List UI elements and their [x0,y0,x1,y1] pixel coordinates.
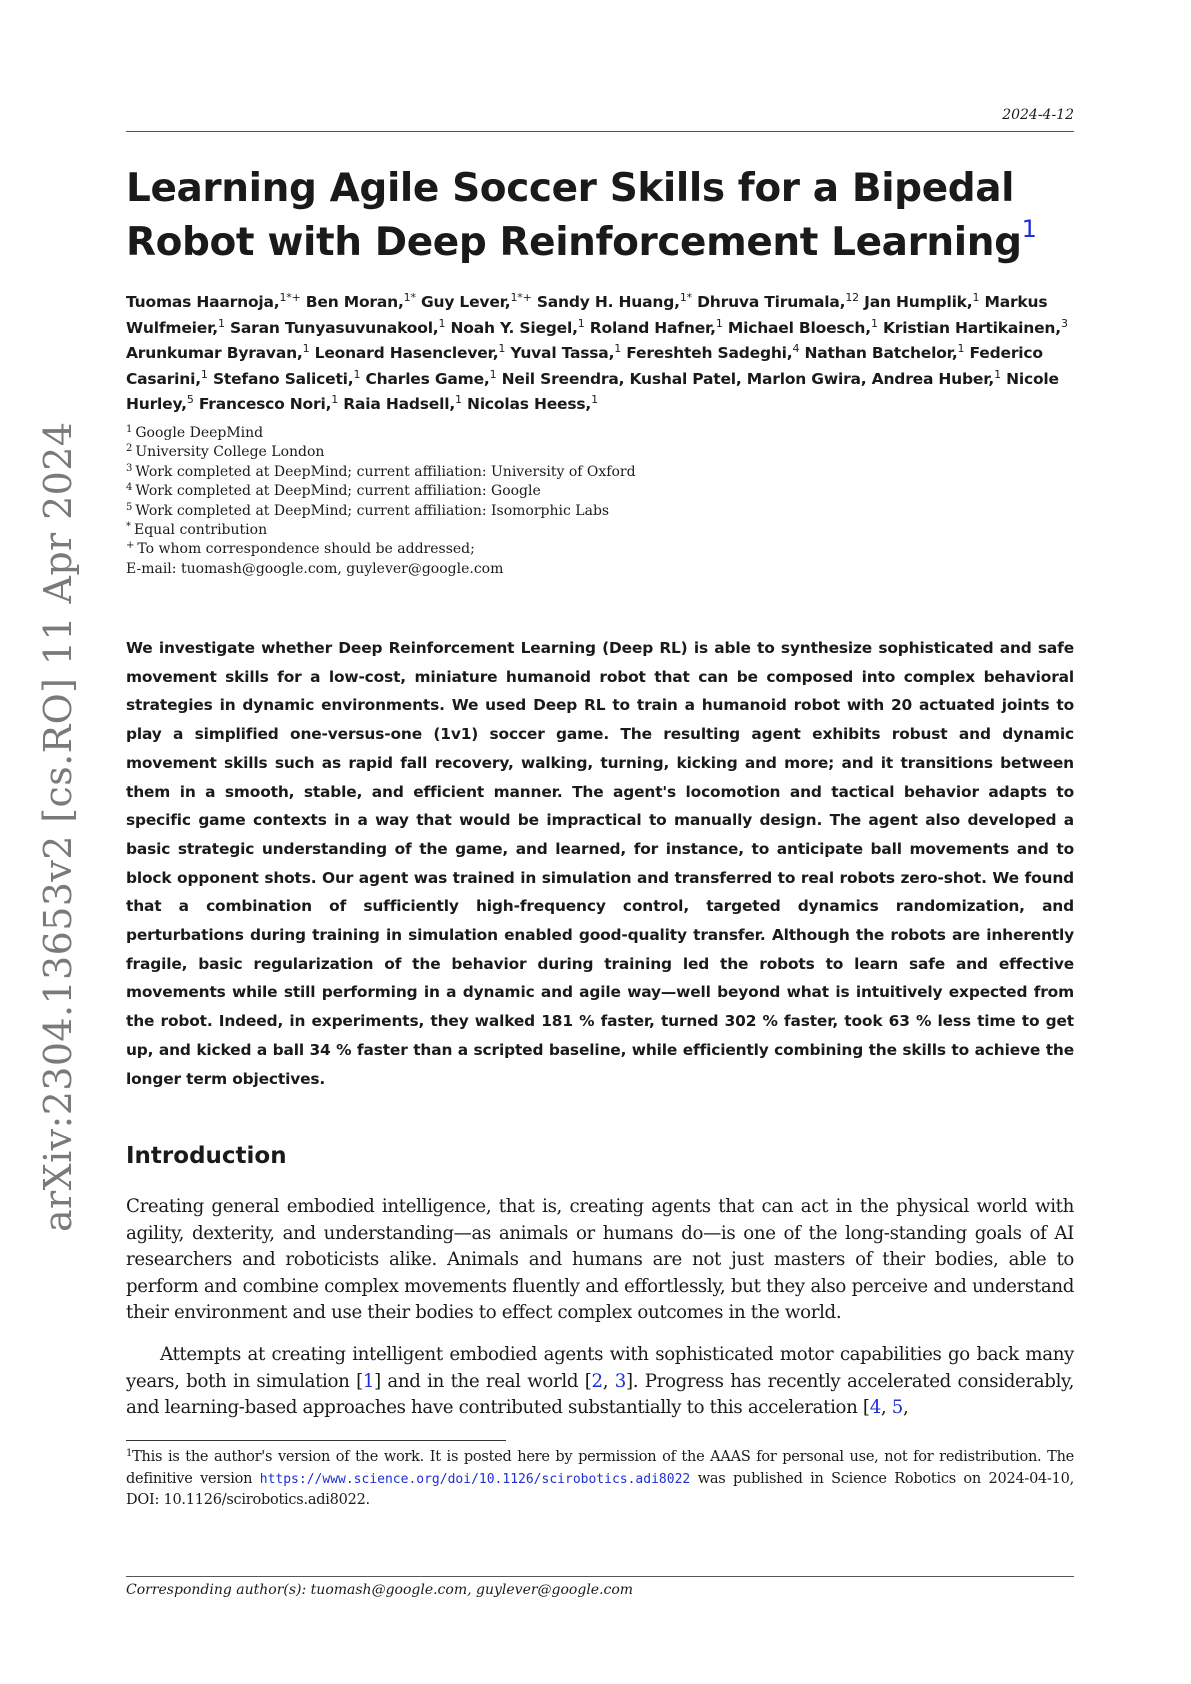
author-affiliation-mark: 1* [679,291,692,304]
author-list [126,290,1074,418]
section-heading-introduction: Introduction [126,1143,287,1169]
header-rule [126,131,1074,132]
author-name: Charles Game, [365,369,490,388]
affiliation-mark: 3 [126,462,133,474]
affiliation-line [126,443,1074,462]
affiliation-line [126,521,1074,540]
author-name: Markus Wulfmeier, [126,293,1048,337]
author-affiliation-mark: 1 [957,342,965,356]
author-name: Sandy H. Huang, [536,293,680,311]
footer-rule [126,1576,1074,1577]
author-affiliation-mark: 1 [972,291,980,304]
title-footnote-link[interactable]: 1 [1021,215,1037,243]
citation-link[interactable]: 1 [362,1370,375,1392]
author-name: Saran Tunyasuvunakool, [229,318,439,337]
author-name: Dhruva Tirumala, [697,293,846,311]
affiliation-mark: 2 [126,443,133,455]
affiliation-mark: 4 [126,482,133,494]
author-affiliation-mark: 1 [200,367,208,381]
affiliation-line [126,482,1074,501]
abstract: We investigate whether Deep Reinforcement Learning (Deep RL) is able to synthesize sophisticated and safe movement skills for a low-cost, miniature humanoid robot that can be composed into complex behavioral strategies in dynamic environments. We used Deep RL to train a humanoid robot with 20 actuated joints to play a simplified one-versus-one (1v1) soccer game. The resulting agent exhibits robust and dynamic movement skills such as rapid fall recovery, walking, turning, kicking and more; and it transitions between them in a smooth, stable, and efficient manner. The agent's locomotion and tactical behavior adapts to specific game contexts in a way that would be impractical to manually design. The agent also developed a basic strategic understanding of the game, and learned, for instance, to anticipate ball movements and to block opponent shots. Our agent was trained in simulation and transferred to real robots zero-shot. We found that a combination of sufficiently high-frequency control, targeted dynamics randomization, and perturbations during training in simulation enabled good-quality transfer. Although the robots are inherently fragile, basic regularization of the behavior during training led the robots to learn safe and effective movements while still performing in a dynamic and agile way—well beyond what is intuitively expected from the robot. Indeed, in experiments, they walked 181 % faster, turned 302 % faster, took 63 % less time to get up, and kicked a ball 34 % faster than a scripted baseline, while efficiently combining the skills to achieve the longer term objectives. [126,639,1074,1088]
affiliation-list [126,424,1074,579]
arxiv-stamp: arXiv:2304.13653v2 [cs.RO] 11 Apr 2024 [36,421,80,1232]
author-name: Yuval Tassa, [510,344,615,363]
publication-date: 2024-4-12 [1002,107,1074,123]
affiliation-text: Work completed at DeepMind; current affiliation: University of Oxford [135,463,636,480]
author-name: Roland Hafner, [589,318,716,337]
citation-link[interactable]: 3 [614,1370,626,1392]
author-affiliation-mark: 4 [792,342,800,356]
affiliation-text: Work completed at DeepMind; current affiliation: Google [135,483,541,500]
affiliation-line [126,463,1074,482]
affiliation-mark: + [126,540,135,552]
author-name: Federico Casarini, [126,344,1043,388]
author-name: Jan Humplik, [864,293,973,311]
author-name: Tuomas Haarnoja, [126,293,280,311]
affiliation-mark: 5 [126,501,133,513]
author-name: Arunkumar Byravan, [126,344,303,363]
footnote-rule [126,1440,506,1441]
author-name: Noah Y. Siegel, [450,318,578,337]
corresponding-authors: Corresponding author(s): tuomash@google.com, guylever@google.com [126,1582,634,1598]
author-name: Raia Hadsell, [343,395,456,414]
affiliation-text: Equal contribution [134,522,268,539]
paper-title [126,166,1074,265]
author-affiliation-mark: 1 [870,316,878,330]
intro-paragraph-1: Creating general embodied intelligence, that is, creating agents that can act in the physical world with agility, dexterity, and understanding—as animals or humans do—is one of the long-standing goals of AI researchers and roboticists alike. Animals and humans are not just masters of their bodies, able to perform and combine complex movements fluently and effortlessly, but they also perceive and understand their environment and use their bodies to effect complex outcomes in the world. [126,1196,1074,1324]
author-affiliation-mark: 1 [994,367,1001,381]
author-affiliation-mark: 1 [331,393,339,407]
author-affiliation-mark: 1*+ [510,291,532,304]
author-name: Neil Sreendra, Kushal Patel, Marlon Gwira, [501,369,867,388]
title-line-2: Robot with Deep Reinforcement Learning [126,220,1022,265]
author-name: Nicolas Heess, [467,395,592,414]
author-affiliation-mark: 1 [715,316,723,330]
author-affiliation-mark: 1 [489,367,497,381]
author-affiliation-mark: 1* [403,291,416,304]
author-affiliation-mark: 1 [353,367,361,381]
affiliation-text: To whom correspondence should be addressed; [137,541,475,558]
author-name: Guy Lever, [420,293,511,311]
author-affiliation-mark: 1*+ [279,291,301,304]
footnote: $^1$This is the author's version of the work. It is posted here by permission of the AAAS for personal use, not for redistribution. The definitive version https://www.science.org/doi/10.1126/scirobotics.adi8022 was published in Science Robotics on 2024-04-10, DOI: 10.1126/scirobotics.adi8022. [126,1448,1074,1508]
title-line-1: Learning Agile Soccer Skills for a Bipedal [126,166,1015,211]
affiliation-line [126,560,1074,579]
author-name: Ben Moran, [305,293,404,311]
affiliation-text: Google DeepMind [135,425,264,441]
author-name: Francesco Nori, [198,395,332,414]
intro-paragraph-2: Attempts at creating intelligent embodied agents with sophisticated motor capabilities go back many years, both in simulation [1] and in the real world [2, 3]. Progress has recently accelerated considerably, and learning-based approaches have contributed substantially to this acceleration [4, 5, [126,1344,1074,1419]
affiliation-text: E-mail: tuomash@google.com, guylever@google.com [126,560,504,577]
doi-link[interactable]: https://www.science.org/doi/10.1126/scirobotics.adi8022 [259,1471,691,1487]
affiliation-line [126,502,1074,521]
author-name: Andrea Huber, [871,369,995,388]
author-affiliation-mark: 1 [302,342,310,356]
author-name: Michael Bloesch, [727,318,871,337]
author-affiliation-mark: 3 [1060,316,1068,330]
author-affiliation-mark: 1 [217,316,225,330]
affiliation-mark: * [126,521,131,533]
author-affiliation-mark: 1 [498,342,506,356]
author-name: Stefano Saliceti, [212,369,354,388]
affiliation-text: University College London [135,444,325,461]
author-affiliation-mark: 5 [186,393,194,407]
author-name: Nathan Batchelor, [804,344,958,363]
author-affiliation-mark: 1 [591,393,598,407]
citation-link[interactable]: 4 [869,1397,881,1419]
author-name: Fereshteh Sadeghi, [626,344,793,363]
affiliation-text: Work completed at DeepMind; current affiliation: Isomorphic Labs [135,502,610,519]
author-affiliation-mark: 1 [614,342,622,356]
author-affiliation-mark: 1 [577,316,585,330]
author-name: Leonard Hasenclever, [314,344,499,363]
affiliation-line [126,540,1074,559]
affiliation-line [126,424,1074,443]
author-affiliation-mark: 1 [438,316,446,330]
author-name: Nicole Hurley, [126,369,1059,414]
affiliation-mark: 1 [126,424,133,435]
citation-link[interactable]: 5 [891,1397,904,1419]
author-name: Kristian Hartikainen, [882,318,1061,337]
author-affiliation-mark: 1 [455,393,462,407]
citation-link[interactable]: 2 [591,1370,603,1392]
author-affiliation-mark: 12 [845,291,859,304]
